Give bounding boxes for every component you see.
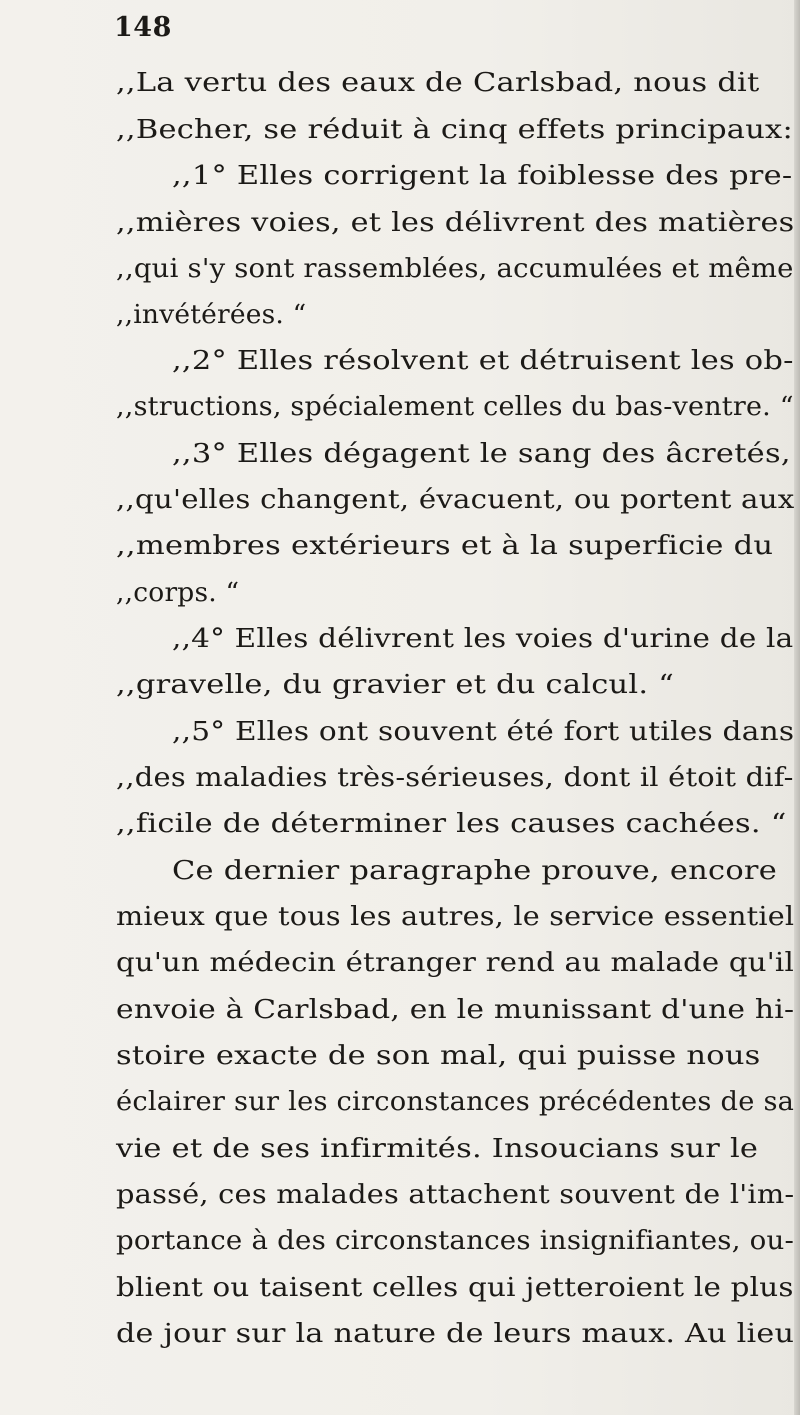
text-line: ,,1° Elles corrigent la foiblesse des pre- [172, 160, 793, 191]
text-line: ,,qu'elles changent, évacuent, ou portent aux [116, 484, 795, 515]
text-line: mieux que tous les autres, le service essentiel [116, 901, 795, 932]
page-edge-shadow [794, 0, 800, 1415]
text-line: ,,invétérées. “ [116, 299, 307, 330]
text-line: stoire exacte de son mal, qui puisse nous [116, 1040, 761, 1071]
text-line: vie et de ses infirmités. Insoucians sur le [116, 1133, 759, 1164]
text-line: envoie à Carlsbad, en le munissant d'une hi- [116, 994, 795, 1025]
text-line: éclairer sur les circonstances précédentes de sa [116, 1086, 795, 1117]
text-line: ,,Becher, se réduit à cinq effets principaux: [116, 114, 793, 145]
text-line: ,,qui s'y sont rassemblées, accumulées et même [116, 253, 794, 284]
text-line: portance à des circonstances insignifiantes, ou- [116, 1225, 795, 1256]
text-line: ,,ficile de déterminer les causes cachées. “ [116, 808, 787, 839]
text-line: qu'un médecin étranger rend au malade qu'il [116, 947, 795, 978]
text-line: ,,structions, spécialement celles du bas-ventre. “ [116, 391, 794, 422]
text-line: ,,des maladies très-sérieuses, dont il étoit dif- [116, 762, 794, 793]
text-line: ,,mières voies, et les délivrent des matières [116, 207, 795, 238]
text-line: ,,La vertu des eaux de Carlsbad, nous dit [116, 67, 760, 98]
page-number: 148 [114, 12, 172, 43]
text-line: Ce dernier paragraphe prouve, encore [172, 855, 777, 886]
text-line: ,,corps. “ [116, 577, 240, 608]
text-line: ,,5° Elles ont souvent été fort utiles dans [172, 716, 795, 747]
text-line: ,,3° Elles dégagent le sang des âcretés, [172, 438, 791, 469]
text-line: de jour sur la nature de leurs maux. Au lieu [116, 1318, 795, 1349]
text-line: ,,gravelle, du gravier et du calcul. “ [116, 669, 675, 700]
text-line: ,,membres extérieurs et à la superficie du [116, 530, 774, 561]
text-line: passé, ces malades attachent souvent de l'im- [116, 1179, 795, 1210]
text-line: ,,4° Elles délivrent les voies d'urine de la [172, 623, 794, 654]
text-line: blient ou taisent celles qui jetteroient le plus [116, 1272, 794, 1303]
text-line: ,,2° Elles résolvent et détruisent les ob- [172, 345, 794, 376]
